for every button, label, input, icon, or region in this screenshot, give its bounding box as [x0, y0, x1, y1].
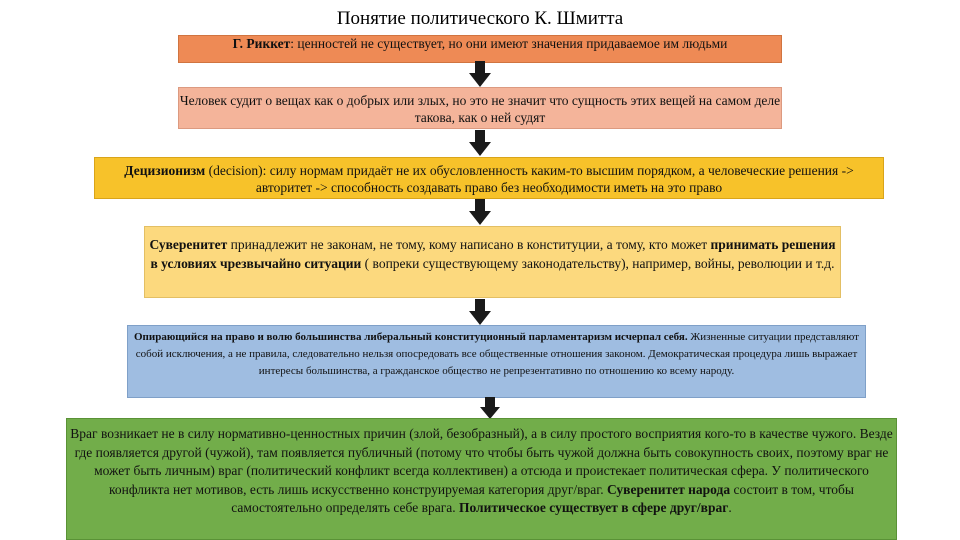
parliamentarism-thesis: Опирающийся на право и волю большинства либеральный конституционный парламентаризм исчерпал себя.: [134, 331, 688, 343]
enemy-text-3: .: [728, 500, 732, 515]
parliamentarism-box: [127, 325, 866, 398]
page-title: Понятие политического К. Шмитта: [336, 8, 624, 29]
enemy-text-1: Враг возникает не в силу нормативно-ценностных причин (злой, безобразный), а в силу простого восприятия кого-то в качестве чужого. Везде где появляется другой (чужой), там появляется публичный (потому что чтобы быть чужой должна быть совокупность своих, поэтому враг не может быть личным) враг (политический конфликт всегда коллективен) а отсюда и проистекает политическая сфера. У политического конфликта нет мотивов, есть лишь искусственно конструируемая категория друг/враг.: [70, 426, 893, 497]
down-arrow-icon: [469, 199, 491, 225]
down-arrow-icon: [480, 397, 500, 419]
sovereignty-text-2: ( вопреки существующему законодательству), например, войны, революции и т.д.: [361, 256, 835, 271]
decisionism-text: (decision): силу нормам придаёт не их обусловленность каким-то высшим порядком, а человеческие решения -> авторитет -> способность создавать право без необходимости иметь на это право: [205, 163, 854, 195]
judgement-text: Человек судит о вещах как о добрых или злых, но это не значит что сущность этих вещей на самом деле такова, как о ней судят: [179, 93, 781, 125]
down-arrow-icon: [469, 299, 491, 325]
down-arrow-icon: [469, 130, 491, 156]
sovereignty-box: [144, 226, 841, 298]
sovereignty-term: Суверенитет: [149, 237, 228, 252]
sovereignty-text-1: принадлежит не законам, не тому, кому написано в конституции, а тому, кто может: [227, 237, 711, 252]
parliamentarism-text: Жизненные ситуации представляют собой исключения, а не правила, следовательно нельзя опосредовать все общественные отношения законом. Демократическая процедура лишь выражает интересы большинства, а гражданское общество не репрезентативно по отношению ко всему народу.: [135, 331, 859, 377]
rickert-text: : ценностей не существует, но они имеют значения придаваемое им людьми: [290, 36, 728, 51]
enemy-box: [66, 418, 897, 540]
people-sovereignty-term: Суверенитет народа: [607, 481, 731, 497]
decisionism-term: Децизионизм: [124, 163, 206, 178]
sovereignty-emphasis: принимать решения в условиях чрезвычайно ситуации: [150, 237, 836, 271]
enemy-text-2: состоит в том, чтобы самостоятельно определять себе врага.: [231, 481, 854, 515]
judgement-box: [178, 87, 782, 129]
rickert-box: [178, 35, 782, 63]
political-friend-enemy-term: Политическое существует в сфере друг/враг: [458, 500, 729, 515]
rickert-name: Г. Риккет: [232, 36, 291, 51]
decisionism-box: [94, 157, 884, 199]
down-arrow-icon: [469, 61, 491, 87]
